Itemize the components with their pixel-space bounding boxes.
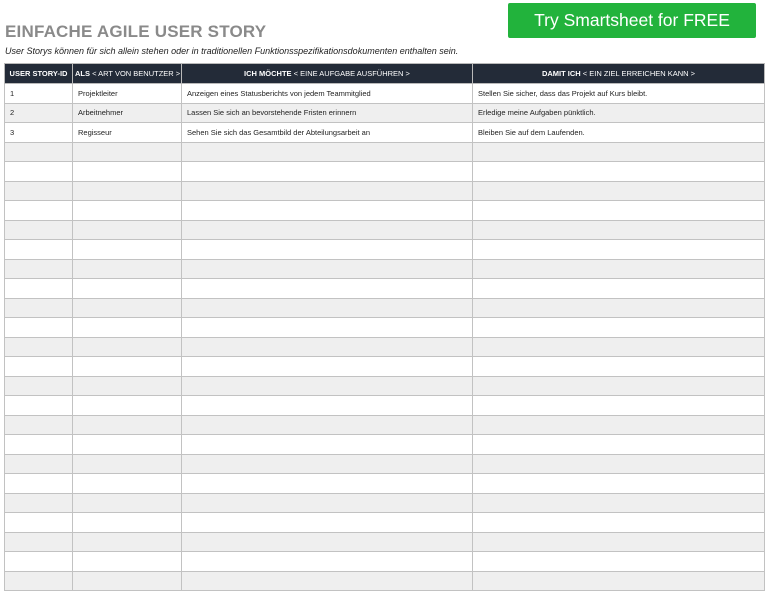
- table-row: [5, 162, 765, 182]
- cell-story-id[interactable]: [5, 318, 73, 338]
- cell-story-id[interactable]: [5, 201, 73, 221]
- column-header-damit-ich: [473, 64, 765, 84]
- table-row: [5, 142, 765, 162]
- column-header-als-label: ALS: [75, 69, 90, 78]
- table-row: [5, 454, 765, 474]
- cell-story-id[interactable]: [5, 415, 73, 435]
- cell-damit-ich[interactable]: [473, 279, 765, 299]
- cell-ich-moechte[interactable]: [182, 298, 473, 318]
- cell-ich-moechte[interactable]: [182, 571, 473, 591]
- cell-damit-ich[interactable]: [473, 181, 765, 201]
- cell-ich-moechte[interactable]: [182, 474, 473, 494]
- page-subtitle: User Storys können für sich allein stehen oder in traditionellen Funktionsspezifikationsdokumenten enthalten sein.: [5, 46, 459, 56]
- table-row: [5, 376, 765, 396]
- cell-damit-ich[interactable]: [473, 337, 765, 357]
- cell-als[interactable]: [73, 532, 182, 552]
- cell-damit-ich[interactable]: [473, 435, 765, 455]
- try-smartsheet-button[interactable]: Try Smartsheet for FREE: [508, 3, 756, 38]
- cell-ich-moechte[interactable]: [182, 357, 473, 377]
- table-row: [5, 415, 765, 435]
- cell-ich-moechte[interactable]: [182, 181, 473, 201]
- cell-als[interactable]: Projektleiter: [73, 84, 182, 104]
- cell-story-id[interactable]: [5, 181, 73, 201]
- cell-ich-moechte[interactable]: [182, 376, 473, 396]
- cell-story-id[interactable]: [5, 279, 73, 299]
- table-row: [5, 181, 765, 201]
- cell-damit-ich[interactable]: [473, 259, 765, 279]
- cell-als[interactable]: [73, 435, 182, 455]
- table-row: [5, 318, 765, 338]
- cell-als[interactable]: [73, 201, 182, 221]
- cell-story-id[interactable]: [5, 220, 73, 240]
- cell-story-id[interactable]: [5, 474, 73, 494]
- cell-ich-moechte[interactable]: [182, 201, 473, 221]
- cell-als[interactable]: [73, 415, 182, 435]
- cell-story-id[interactable]: 1: [5, 84, 73, 104]
- cell-story-id[interactable]: 3: [5, 123, 73, 143]
- cell-damit-ich[interactable]: [473, 415, 765, 435]
- cell-story-id[interactable]: [5, 298, 73, 318]
- cell-story-id[interactable]: [5, 493, 73, 513]
- table-row: [5, 240, 765, 260]
- cell-damit-ich[interactable]: [473, 474, 765, 494]
- cell-ich-moechte[interactable]: [182, 240, 473, 260]
- cell-als[interactable]: [73, 279, 182, 299]
- column-header-story-id-label: USER STORY-ID: [9, 69, 68, 78]
- cell-als[interactable]: [73, 493, 182, 513]
- cell-story-id[interactable]: [5, 454, 73, 474]
- cell-als[interactable]: [73, 357, 182, 377]
- cell-story-id[interactable]: [5, 142, 73, 162]
- cell-als[interactable]: [73, 240, 182, 260]
- cell-story-id[interactable]: [5, 571, 73, 591]
- column-header-damit-ich-hint: < EIN ZIEL ERREICHEN KANN >: [582, 69, 696, 78]
- cell-story-id[interactable]: [5, 259, 73, 279]
- column-header-story-id: [5, 64, 73, 84]
- cell-damit-ich[interactable]: Stellen Sie sicher, dass das Projekt auf Kurs bleibt.: [473, 84, 765, 104]
- cell-als[interactable]: [73, 337, 182, 357]
- cell-als[interactable]: [73, 162, 182, 182]
- table-row: [5, 220, 765, 240]
- column-header-als: [73, 64, 182, 84]
- cell-als[interactable]: [73, 376, 182, 396]
- cell-ich-moechte[interactable]: [182, 337, 473, 357]
- table-row: [5, 103, 765, 123]
- cell-story-id[interactable]: [5, 376, 73, 396]
- cell-ich-moechte[interactable]: [182, 142, 473, 162]
- cell-story-id[interactable]: [5, 435, 73, 455]
- table-header-row: [5, 64, 765, 84]
- cell-story-id[interactable]: [5, 396, 73, 416]
- column-header-ich-moechte: [182, 64, 473, 84]
- cell-als[interactable]: [73, 552, 182, 572]
- table-row: [5, 298, 765, 318]
- cell-als[interactable]: [73, 298, 182, 318]
- cell-ich-moechte[interactable]: [182, 513, 473, 533]
- cell-damit-ich[interactable]: [473, 162, 765, 182]
- table-row: [5, 532, 765, 552]
- column-header-damit-ich-label: DAMIT ICH: [541, 69, 581, 78]
- user-story-table: [4, 63, 765, 591]
- cell-damit-ich[interactable]: [473, 532, 765, 552]
- page-title: EINFACHE AGILE USER STORY: [5, 22, 267, 41]
- table-row: [5, 357, 765, 377]
- cell-story-id[interactable]: [5, 337, 73, 357]
- cell-ich-moechte[interactable]: [182, 454, 473, 474]
- column-header-ich-moechte-label: ICH MÖCHTE: [244, 69, 292, 78]
- cell-ich-moechte[interactable]: [182, 396, 473, 416]
- cell-ich-moechte[interactable]: [182, 532, 473, 552]
- cell-damit-ich[interactable]: [473, 220, 765, 240]
- cell-story-id[interactable]: [5, 532, 73, 552]
- cell-als[interactable]: [73, 220, 182, 240]
- table-row: [5, 493, 765, 513]
- cell-damit-ich[interactable]: Bleiben Sie auf dem Laufenden.: [473, 123, 765, 143]
- cell-damit-ich[interactable]: [473, 357, 765, 377]
- cell-ich-moechte[interactable]: Sehen Sie sich das Gesamtbild der Abteilungsarbeit an: [182, 123, 473, 143]
- cell-damit-ich[interactable]: [473, 513, 765, 533]
- table-row: [5, 259, 765, 279]
- column-header-ich-moechte-hint: < EINE AUFGABE AUSFÜHREN >: [293, 69, 410, 78]
- table-row: [5, 396, 765, 416]
- cell-story-id[interactable]: [5, 240, 73, 260]
- cell-damit-ich[interactable]: [473, 142, 765, 162]
- cell-story-id[interactable]: [5, 357, 73, 377]
- table-row: [5, 123, 765, 143]
- column-header-als-hint: < ART VON BENUTZER >: [92, 69, 181, 78]
- cell-ich-moechte[interactable]: [182, 552, 473, 572]
- cell-damit-ich[interactable]: [473, 318, 765, 338]
- table-row: [5, 84, 765, 104]
- cell-als[interactable]: Arbeitnehmer: [73, 103, 182, 123]
- cell-damit-ich[interactable]: [473, 240, 765, 260]
- cell-damit-ich[interactable]: [473, 376, 765, 396]
- cell-ich-moechte[interactable]: Lassen Sie sich an bevorstehende Fristen erinnern: [182, 103, 473, 123]
- cell-story-id[interactable]: [5, 513, 73, 533]
- table-row: [5, 474, 765, 494]
- cell-ich-moechte[interactable]: [182, 259, 473, 279]
- cell-als[interactable]: [73, 259, 182, 279]
- cell-ich-moechte[interactable]: [182, 435, 473, 455]
- cell-ich-moechte[interactable]: Anzeigen eines Statusberichts von jedem Teammitglied: [182, 84, 473, 104]
- table-row: [5, 337, 765, 357]
- cell-damit-ich[interactable]: [473, 396, 765, 416]
- cell-ich-moechte[interactable]: [182, 415, 473, 435]
- cell-damit-ich[interactable]: [473, 298, 765, 318]
- cell-damit-ich[interactable]: [473, 201, 765, 221]
- cell-ich-moechte[interactable]: [182, 279, 473, 299]
- table-row: [5, 513, 765, 533]
- table-row: [5, 571, 765, 591]
- table-body: [5, 84, 765, 591]
- cell-damit-ich[interactable]: Erledige meine Aufgaben pünktlich.: [473, 103, 765, 123]
- cell-als[interactable]: [73, 513, 182, 533]
- cell-als[interactable]: [73, 454, 182, 474]
- cell-als[interactable]: [73, 142, 182, 162]
- table-row: [5, 435, 765, 455]
- table-row: [5, 552, 765, 572]
- cell-als[interactable]: [73, 474, 182, 494]
- cell-damit-ich[interactable]: [473, 493, 765, 513]
- cell-story-id[interactable]: 2: [5, 103, 73, 123]
- cell-als[interactable]: [73, 181, 182, 201]
- table-row: [5, 279, 765, 299]
- cell-damit-ich[interactable]: [473, 552, 765, 572]
- cell-damit-ich[interactable]: [473, 571, 765, 591]
- cell-ich-moechte[interactable]: [182, 220, 473, 240]
- cell-als[interactable]: Regisseur: [73, 123, 182, 143]
- cell-story-id[interactable]: [5, 162, 73, 182]
- table-row: [5, 201, 765, 221]
- cell-ich-moechte[interactable]: [182, 162, 473, 182]
- cell-als[interactable]: [73, 318, 182, 338]
- cell-ich-moechte[interactable]: [182, 493, 473, 513]
- cell-als[interactable]: [73, 571, 182, 591]
- cell-damit-ich[interactable]: [473, 454, 765, 474]
- cell-ich-moechte[interactable]: [182, 318, 473, 338]
- cell-als[interactable]: [73, 396, 182, 416]
- cell-story-id[interactable]: [5, 552, 73, 572]
